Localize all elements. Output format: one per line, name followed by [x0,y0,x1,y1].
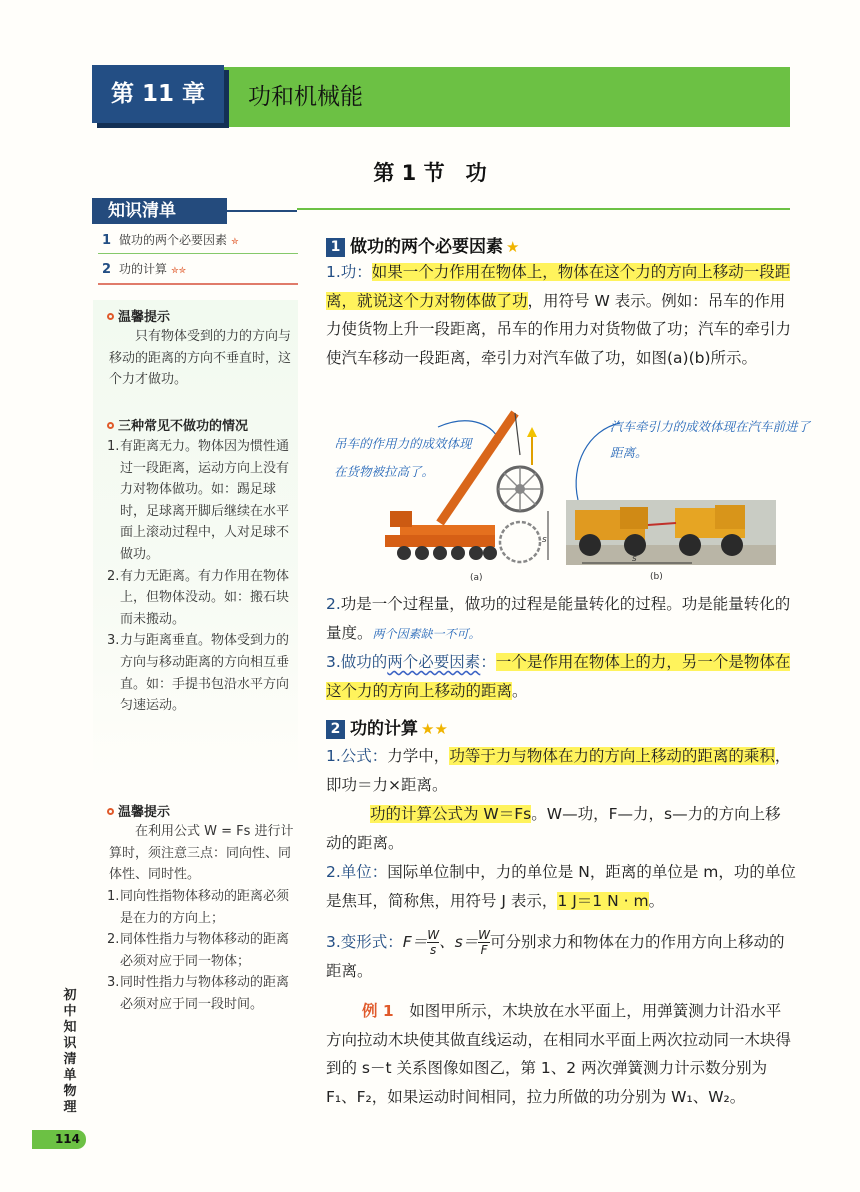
star-icon: ★ [506,238,520,256]
section-badge: 2 [326,720,345,739]
section-heading-1 [326,232,519,257]
section-badge: 1 [326,238,345,257]
tab-divider [227,210,297,212]
tip-heading-3: 温馨提示 [107,801,170,820]
star-icon: ✮✮ [171,266,187,276]
paragraph-two-factors: 3.做功的两个必要因素：一个是作用在物体上的力，另一个是物体在这个力的方向上移动的距离。 [326,653,791,700]
paragraph-formula: 1.公式：力学中，功等于力与物体在力的方向上移动的距离的乘积，即功＝力×距离。 [326,747,791,794]
list-item: 2. 有力无距离。有力作用在物体上，但物体没动。如：搬石块而未搬动。 [107,568,290,627]
page-number: 114 [54,1132,80,1146]
list-item: 3. 同时性指力与物体移动的距离必须对应于同一段时间。 [107,975,290,1012]
paragraph-process-quantity: 2.功是一个过程量，做功的过程是能量转化的过程。功是能量转化的量度。两个因素缺一不可。 [326,595,791,642]
fraction: $\frac{W}{s}$ [427,928,440,957]
paragraph-unit: 2.单位：国际单位制中，力的单位是 N，距离的单位是 m，功的单位是焦耳，简称焦，用符号 J 表示，1 J＝1 N · m。 [326,863,796,910]
bullet-icon [107,313,114,320]
formula-notes-list [107,886,296,1016]
bullet-icon [107,808,114,815]
toc-label: 做功的两个必要因素 [119,233,228,247]
handwritten-note-crane: 吊车的作用力的成效体现在货物被拉高了。 [334,436,472,479]
tip-heading-2: 三种常见不做功的情况 [107,415,248,434]
star-icon: ✮ [231,237,239,247]
chapter-number: 第 11 章 [110,81,206,107]
figure-crane-and-trucks [320,405,800,590]
bullet-icon [107,422,114,429]
example-label: 例 1 [362,1002,394,1020]
list-item: 1. 有距离无力。物体因为惯性通过一段距离，运动方向上没有力对物体做功。如：踢足球时，足球离开脚后继续在水平面上滚动过程中，人对足球不做功。 [107,439,290,562]
toc-num: 2 [102,262,112,277]
figure-label-a: (a) [470,573,483,583]
knowledge-tab-label: 知识清单 [108,201,176,221]
handwritten-note-truck: 汽车牵引力的成效体现在汽车前进了距离。 [610,419,811,460]
tip-text-1: 只有物体受到的力的方向与移动的距离的方向不垂直时，这个力才做功。 [109,329,292,388]
star-icon: ★★ [421,720,448,738]
list-item: 2. 同体性指力与物体移动的距离必须对应于同一物体； [107,932,290,969]
toc-item-1 [98,227,298,254]
paragraph-work-definition: 1.功：如果一个力作用在物体上，物体在这个力的方向上移动一段距离，就说这个力对物体做了功，用符号 W 表示。例如：吊车的作用力使货物上升一段距离，吊车的作用力对货物做了功；汽车的牵引力使汽车移动一段距离，牵引力对汽车做了功，如图(a)(b)所示。 [326,263,792,367]
list-item: 1. 同向性指物体移动的距离必须是在力的方向上； [107,889,290,926]
chapter-title: 功和机械能 [248,84,363,110]
tip-text-3: 在利用公式 W = Fs 进行计算时，须注意三点：同向性、同体性、同时性。 [109,824,294,883]
tip-heading-1: 温馨提示 [107,306,170,325]
toc-item-2 [98,256,298,282]
crane-illustration [385,413,548,562]
main-divider [297,208,790,210]
section-heading-2 [326,714,448,739]
paragraph-formula-detail: 功的计算公式为 W＝Fs。W—功，F—力，s—力的方向上移动的距离。 [326,805,781,852]
distance-label: s [542,535,547,545]
distance-label: s [632,554,637,564]
paragraph-variants: 3.变形式：F＝ $\frac{W}{s}$ 、s＝ $\frac{W}{F}$ 可分别求力和物体在力的作用方向上移动的距离。 [326,928,785,980]
toc-divider [98,283,298,285]
curve-arrow [576,423,620,500]
trucks-photo [566,500,776,565]
figure-label-b: (b) [650,572,663,582]
handwritten-note: 两个因素缺一不可。 [372,626,481,641]
no-work-list [107,436,296,717]
section-heading-text: 功的计算 [350,719,418,739]
fraction: $\frac{W}{F}$ [478,928,491,957]
example-1: 例 1 如图甲所示，木块放在水平面上，用弹簧测力计沿水平方向拉动木块使其做直线运动，在相同水平面上两次拉动同一木块得到的 s－t 关系图像如图乙，第 1、2 两次弹簧测力计示数分别为 F₁、F₂，如果运动时间相同，拉力所做的功分别为 W₁、W₂。 [326,1002,792,1106]
curve-arrow [438,421,500,443]
section-title: 第 1 节 功 [373,161,487,185]
toc-label: 功的计算 [119,262,168,276]
list-item: 3. 力与距离垂直。物体受到力的方向与移动距离的方向相互垂直。如：手提书包沿水平方向匀速运动。 [107,633,290,714]
toc-num: 1 [102,233,112,248]
vertical-footer: 初中知识清单 物理 [63,988,77,1115]
section-heading-text: 做功的两个必要因素 [350,237,503,257]
